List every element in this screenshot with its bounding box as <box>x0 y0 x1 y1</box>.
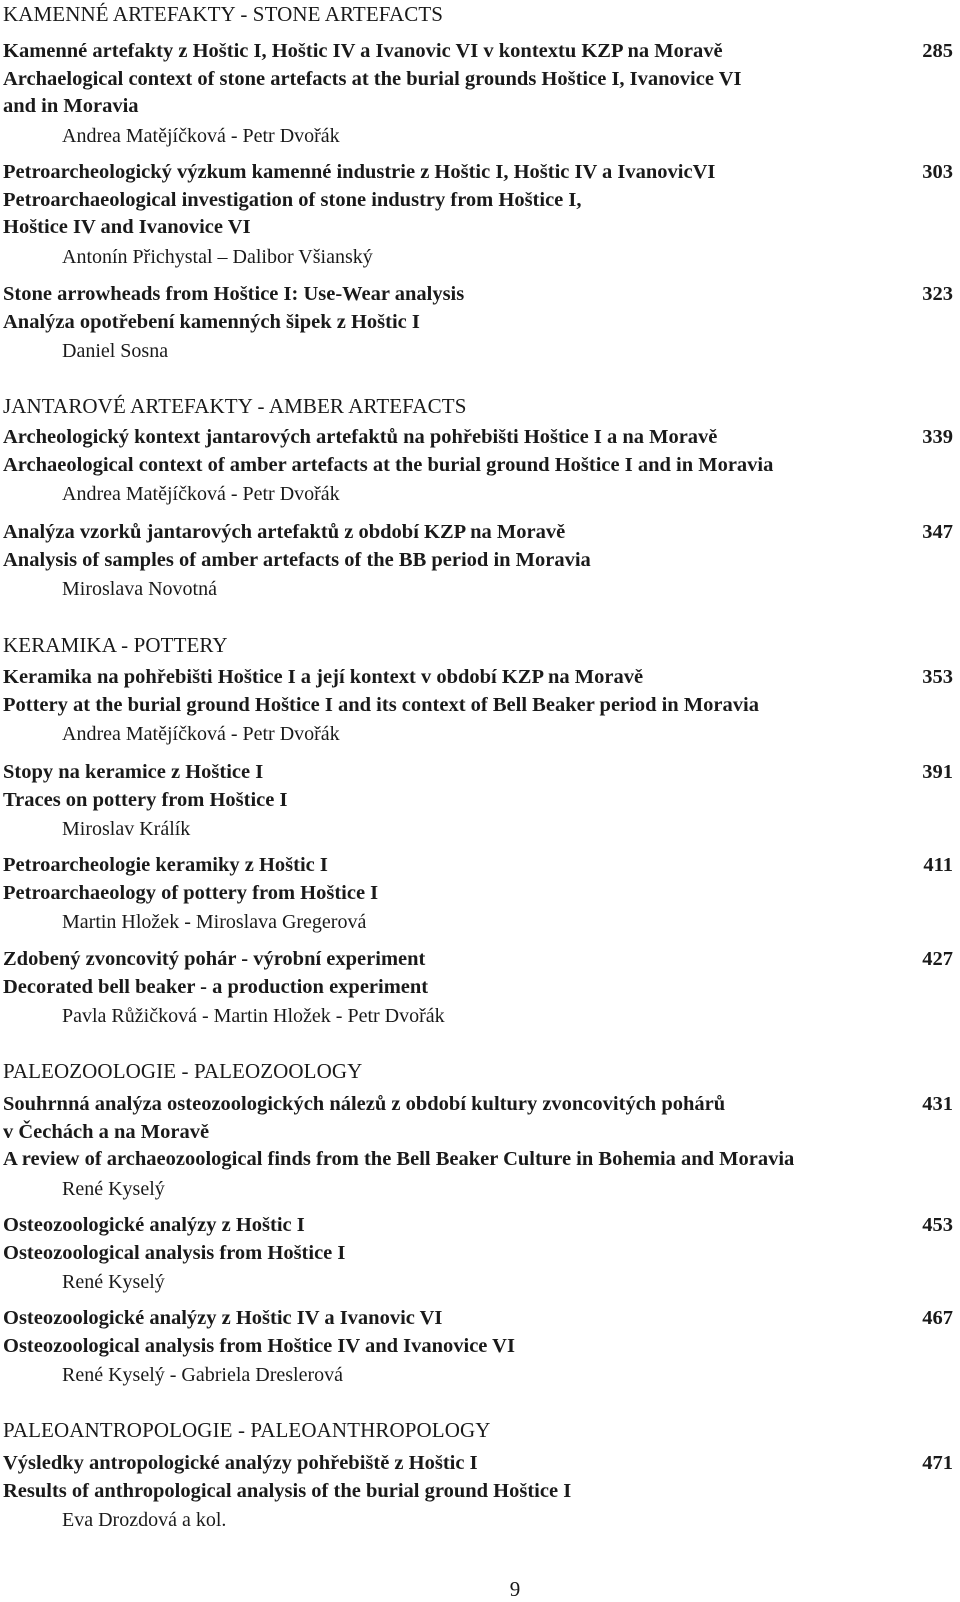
entry-page-number: 427 <box>922 948 953 970</box>
entry-title-czech: Zdobený zvoncovitý pohár - výrobní experiment <box>3 948 426 970</box>
toc-entry <box>3 1450 957 1535</box>
entry-page-number: 347 <box>922 521 953 543</box>
entry-page-number: 339 <box>922 426 953 448</box>
entry-page-number: 431 <box>922 1093 953 1115</box>
entry-title-english: Analysis of samples of amber artefacts of the BB period in Moravia <box>3 548 591 571</box>
section-heading-amber-artefacts: JANTAROVÉ ARTEFAKTY - AMBER ARTEFACTS <box>3 394 467 418</box>
entry-title-czech: Petroarcheologický výzkum kamenné industrie z Hoštic I, Hoštic IV a IvanovicVI <box>3 161 716 183</box>
toc-entry <box>3 281 957 366</box>
toc-entry <box>3 1212 957 1297</box>
entry-page-number: 411 <box>923 854 953 876</box>
entry-title-czech: Archeologický kontext jantarových artefaktů na pohřebišti Hoštice I a na Moravě <box>3 426 718 448</box>
entry-title-czech: Analýza opotřebení kamenných šipek z Hoštic I <box>3 310 420 333</box>
entry-authors: Andrea Matějíčková - Petr Dvořák <box>62 124 340 147</box>
toc-entry <box>3 159 957 272</box>
entry-authors: René Kyselý <box>62 1271 165 1293</box>
section-heading-paleoanthropology: PALEOANTROPOLOGIE - PALEOANTHROPOLOGY <box>3 1418 491 1442</box>
entry-title-english: Pottery at the burial ground Hoštice I and its context of Bell Beaker period in Moravia <box>3 693 759 716</box>
entry-authors: Andrea Matějíčková - Petr Dvořák <box>62 723 340 745</box>
entry-authors: Pavla Růžičková - Martin Hložek - Petr Dvořák <box>62 1005 445 1027</box>
entry-title-english: Petroarchaeological investigation of stone industry from Hoštice I, <box>3 188 582 211</box>
entry-authors: Daniel Sosna <box>62 340 169 362</box>
section-heading-pottery: KERAMIKA - POTTERY <box>3 633 228 657</box>
entry-authors: Eva Drozdová a kol. <box>62 1509 227 1531</box>
entry-authors: René Kyselý <box>62 1177 165 1200</box>
entry-page-number: 285 <box>922 40 953 62</box>
toc-entry <box>3 946 957 1031</box>
toc-entry <box>3 424 957 509</box>
entry-authors: Andrea Matějíčková - Petr Dvořák <box>62 483 340 505</box>
entry-title-english: Stone arrowheads from Hoštice I: Use-Wear analysis <box>3 283 465 305</box>
entry-title-english-cont: Hoštice IV and Ivanovice VI <box>3 216 251 238</box>
toc-entry <box>3 1091 957 1204</box>
section-heading-stone-artefacts: KAMENNÉ ARTEFAKTY - STONE ARTEFACTS <box>3 2 444 26</box>
entry-title-english: A review of archaeozoological finds from the Bell Beaker Culture in Bohemia and Moravia <box>3 1148 795 1170</box>
entry-page-number: 303 <box>922 161 953 183</box>
entry-title-czech: Souhrnná analýza osteozoologických nálezů z období kultury zvoncovitých pohárů <box>3 1093 726 1115</box>
toc-entry <box>3 1305 957 1390</box>
entry-title-english: Petroarchaeology of pottery from Hoštice I <box>3 881 379 904</box>
entry-title-english: Results of anthropological analysis of the burial ground Hoštice I <box>3 1479 572 1502</box>
entry-page-number: 391 <box>922 761 953 783</box>
entry-title-english: Osteozoological analysis from Hoštice I <box>3 1241 346 1264</box>
entry-page-number: 471 <box>922 1452 953 1474</box>
entry-authors: René Kyselý - Gabriela Dreslerová <box>62 1364 343 1386</box>
entry-title-czech: Analýza vzorků jantarových artefaktů z období KZP na Moravě <box>3 521 566 543</box>
entry-title-english: Decorated bell beaker - a production experiment <box>3 975 429 998</box>
entry-title-czech: Keramika na pohřebišti Hoštice I a její kontext v období KZP na Moravě <box>3 666 644 688</box>
entry-page-number: 353 <box>922 666 953 688</box>
entry-title-czech-cont: v Čechách a na Moravě <box>3 1120 210 1143</box>
toc-entry <box>3 759 957 844</box>
entry-title-english-cont: and in Moravia <box>3 95 139 117</box>
entry-authors: Martin Hložek - Miroslava Gregerová <box>62 911 367 933</box>
entry-title-english: Archaeological context of amber artefacts at the burial ground Hoštice I and in Moravia <box>3 453 774 476</box>
section-heading-paleozoology: PALEOZOOLOGIE - PALEOZOOLOGY <box>3 1059 363 1083</box>
entry-title-czech: Osteozoologické analýzy z Hoštic I <box>3 1214 305 1236</box>
entry-title-czech: Kamenné artefakty z Hoštic I, Hoštic IV a Ivanovic VI v kontextu KZP na Moravě <box>3 40 723 62</box>
toc-entry <box>3 38 957 151</box>
entry-page-number: 453 <box>922 1214 953 1236</box>
entry-title-czech: Osteozoologické analýzy z Hoštic IV a Ivanovic VI <box>3 1307 443 1329</box>
entry-title-czech: Petroarcheologie keramiky z Hoštic I <box>3 854 328 876</box>
entry-title-english: Archaelogical context of stone artefacts at the burial grounds Hoštice I, Ivanovice VI <box>3 67 742 90</box>
entry-page-number: 467 <box>922 1307 953 1329</box>
entry-title-czech: Stopy na keramice z Hoštice I <box>3 761 264 783</box>
toc-entry <box>3 519 957 604</box>
footer-page-number: 9 <box>509 1577 521 1601</box>
entry-page-number: 323 <box>922 283 953 305</box>
entry-authors: Antonín Přichystal – Dalibor Všianský <box>62 245 373 268</box>
entry-title-english: Traces on pottery from Hoštice I <box>3 788 288 811</box>
entry-title-english: Osteozoological analysis from Hoštice IV and Ivanovice VI <box>3 1334 515 1357</box>
toc-entry <box>3 852 957 937</box>
entry-authors: Miroslava Novotná <box>62 578 217 600</box>
entry-authors: Miroslav Králík <box>62 818 191 840</box>
toc-entry <box>3 664 957 749</box>
entry-title-czech: Výsledky antropologické analýzy pohřebiště z Hoštic I <box>3 1452 478 1474</box>
